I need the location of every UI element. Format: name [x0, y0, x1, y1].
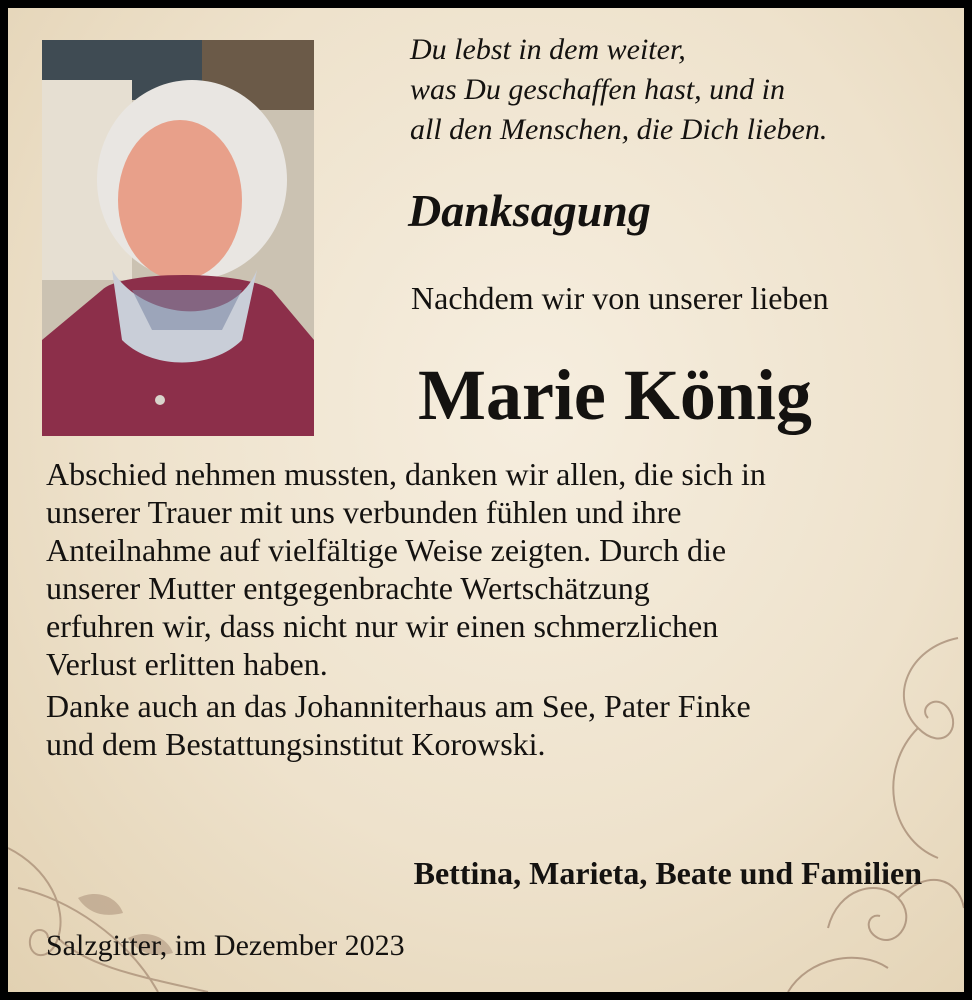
- intro-text: Nachdem wir von unserer lieben: [411, 280, 829, 316]
- body-line: unserer Mutter entgegenbrachte Wertschätzung: [46, 570, 650, 606]
- body-line: Abschied nehmen mussten, danken wir allen, die sich in: [46, 456, 766, 492]
- verse-line: all den Menschen, die Dich lieben.: [410, 113, 828, 146]
- portrait-illustration: [42, 40, 314, 436]
- deceased-name: Marie König: [418, 355, 812, 435]
- body-line: Anteilnahme auf vielfältige Weise zeigten. Durch die: [46, 532, 727, 568]
- notice-frame: [8, 8, 964, 992]
- body-line: Verlust erlitten haben.: [46, 646, 328, 682]
- verse-line: Du lebst in dem weiter,: [410, 33, 686, 66]
- verse: [410, 30, 950, 150]
- verse-line: was Du geschaffen hast, und in: [410, 73, 785, 106]
- heading: Danksagung: [408, 185, 651, 236]
- signature: Bettina, Marieta, Beate und Familien: [413, 855, 922, 891]
- body-line: erfuhren wir, dass nicht nur wir einen schmerzlichen: [46, 608, 719, 644]
- body-line: unserer Trauer mit uns verbunden fühlen und ihre: [46, 494, 682, 530]
- portrait-photo: [42, 40, 314, 436]
- body-line: und dem Bestattungsinstitut Korowski.: [46, 726, 546, 762]
- body-line: Danke auch an das Johanniterhaus am See, Pater Finke: [46, 688, 751, 724]
- body-text: [46, 455, 946, 763]
- swirl-ornament-left: [8, 828, 248, 992]
- place-date: Salzgitter, im Dezember 2023: [46, 929, 405, 962]
